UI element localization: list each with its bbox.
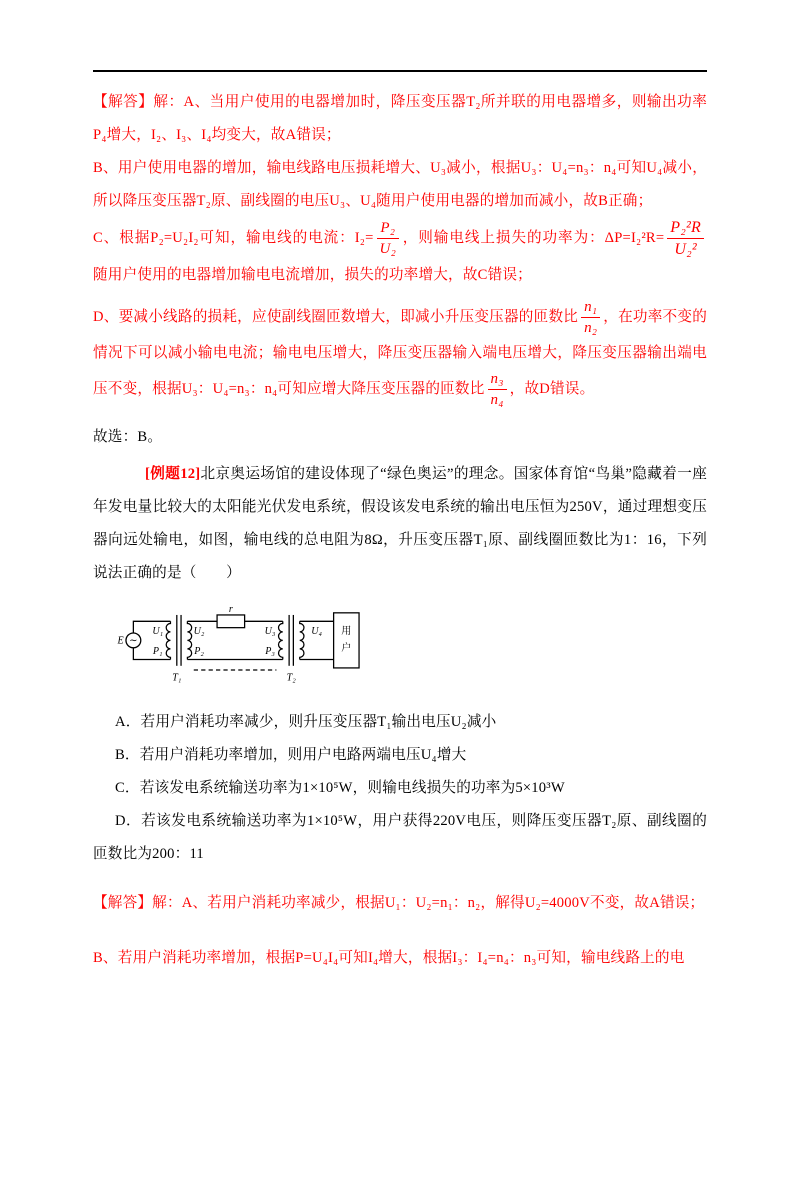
- fraction-p2-over-u2: [377, 219, 399, 258]
- t2-primary-coil: [279, 622, 283, 660]
- solution1-c-text3: 随用户使用的电器增加输电电流增加，损失的功率增大，故C错误；: [93, 267, 532, 284]
- ac-wave-icon: ∼: [129, 635, 138, 647]
- solution2-paragraph-a: 【解答】解：A、若用户消耗功率减少，根据U₁：U₂=n₁：n₂，解得U₂=4000V不变，故A错误；: [93, 895, 705, 912]
- option-a: A．若用户消耗功率减少，则升压变压器T₁输出电压U₂减小: [115, 714, 497, 731]
- fraction-denominator: n₄: [490, 392, 504, 409]
- header-rule: [93, 70, 707, 72]
- resistor-box: [217, 615, 245, 628]
- solution1-paragraph-d: [93, 298, 707, 409]
- label-u2: U₂: [193, 626, 205, 638]
- fraction-numerator: n₃: [488, 370, 507, 390]
- label-u1: U₁: [152, 626, 164, 638]
- solution1-paragraph-b: B、用户使用电器的增加，输电线路电压损耗增大、U₃减小，根据U₃：U₄=n₃：n₄可知U₄减小，所以降压变压器T₂原、副线圈的电压U₃、U₄随用户使用电器的增加而减小，故B正确；: [93, 160, 707, 209]
- fraction-numerator: n₁: [581, 298, 600, 318]
- example-tag: [例题12]: [145, 466, 201, 483]
- solution1-c-text1: C、根据P₂=U₂I₂可知，输电线的电流：I₂=: [93, 230, 374, 247]
- option-c: C．若该发电系统输送功率为1×10⁵W，则输电线损失的功率为5×10³W: [115, 780, 565, 797]
- label-resistor-r: r: [228, 604, 233, 616]
- solution1-d-text3: ，故D错误。: [509, 381, 595, 398]
- example-statement: [93, 458, 707, 590]
- solution1-d-text1: D、要减小线路的损耗，应使副线圈匝数增大，即减小升压变压器的匝数比: [93, 309, 579, 326]
- fraction-n1-over-n2: [581, 298, 600, 337]
- label-user-char1: 用: [341, 626, 352, 638]
- circuit-figure: [115, 598, 707, 692]
- t1-primary-coil: [166, 622, 170, 660]
- label-emf: E: [117, 635, 124, 647]
- t2-secondary-coil: [300, 622, 304, 660]
- answer-line: 故选：B。: [93, 429, 163, 446]
- fraction-n3-over-n4: [488, 370, 507, 409]
- option-d: D．若该发电系统输送功率为1×10⁵W，用户获得220V电压，则降压变压器T₂原、副线圈的匝数比为200：11: [93, 813, 707, 863]
- fraction-denominator: U₂²: [674, 241, 697, 259]
- solution2-paragraph-b: B、若用户消耗功率增加，根据P=U₄I₄可知I₄增大，根据I₃：I₄=n₄：n₃可知，输电线路上的电: [93, 950, 685, 967]
- option-b: B．若用户消耗功率增加，则用户电路两端电压U₄增大: [115, 747, 467, 764]
- label-user-char2: 户: [341, 643, 352, 655]
- label-p2: P₂: [194, 646, 204, 658]
- document-page: [93, 70, 707, 975]
- solution1-paragraph-c: [93, 218, 707, 292]
- user-load-box: [334, 613, 359, 668]
- circuit-diagram: [115, 598, 370, 687]
- label-t2: T₂: [286, 673, 296, 685]
- example-text: 北京奥运场馆的建设体现了“绿色奥运”的理念。国家体育馆“鸟巢”隐藏着一座年发电量比较大的太阳能光伏发电系统，假设该发电系统的输出电压恒为250V，通过理想变压器向远处输电，如图，输电线的总电阻为8Ω，升压变压器T₁原、副线圈匝数比为1：16，下列说法正确的是（ ）: [93, 466, 707, 582]
- label-u4: U₄: [311, 626, 323, 638]
- t1-secondary-coil: [187, 622, 191, 660]
- solution1-paragraph-a: 【解答】解：A、当用户使用的电器增加时，降压变压器T₂所并联的用电器增多，则输出功率P₄增大，I₂、I₃、I₄均变大，故A错误；: [93, 94, 707, 143]
- fraction-denominator: U₂: [379, 241, 396, 258]
- fraction-numerator: P₂²R: [667, 218, 704, 239]
- fraction-p2sq-r-over-u2sq: [667, 218, 704, 259]
- label-p1: P₁: [152, 646, 163, 658]
- fraction-numerator: P₂: [377, 219, 399, 239]
- label-u3: U₃: [264, 626, 276, 638]
- fraction-denominator: n₂: [584, 320, 598, 337]
- solution1-d-text2: ，在功率不变的情况下可以减小输电电流；输电电压增大，降压变压器输入端电压增大，降压变压器输出端电压不变，根据U₃：U₄=n₃：n₄可知应增大降压变压器的匝数比: [93, 309, 707, 398]
- label-p3: P₃: [265, 646, 275, 658]
- label-t1: T₁: [172, 673, 182, 685]
- solution1-c-text2: ，则输电线上损失的功率为：ΔP=I₂²R=: [401, 230, 665, 247]
